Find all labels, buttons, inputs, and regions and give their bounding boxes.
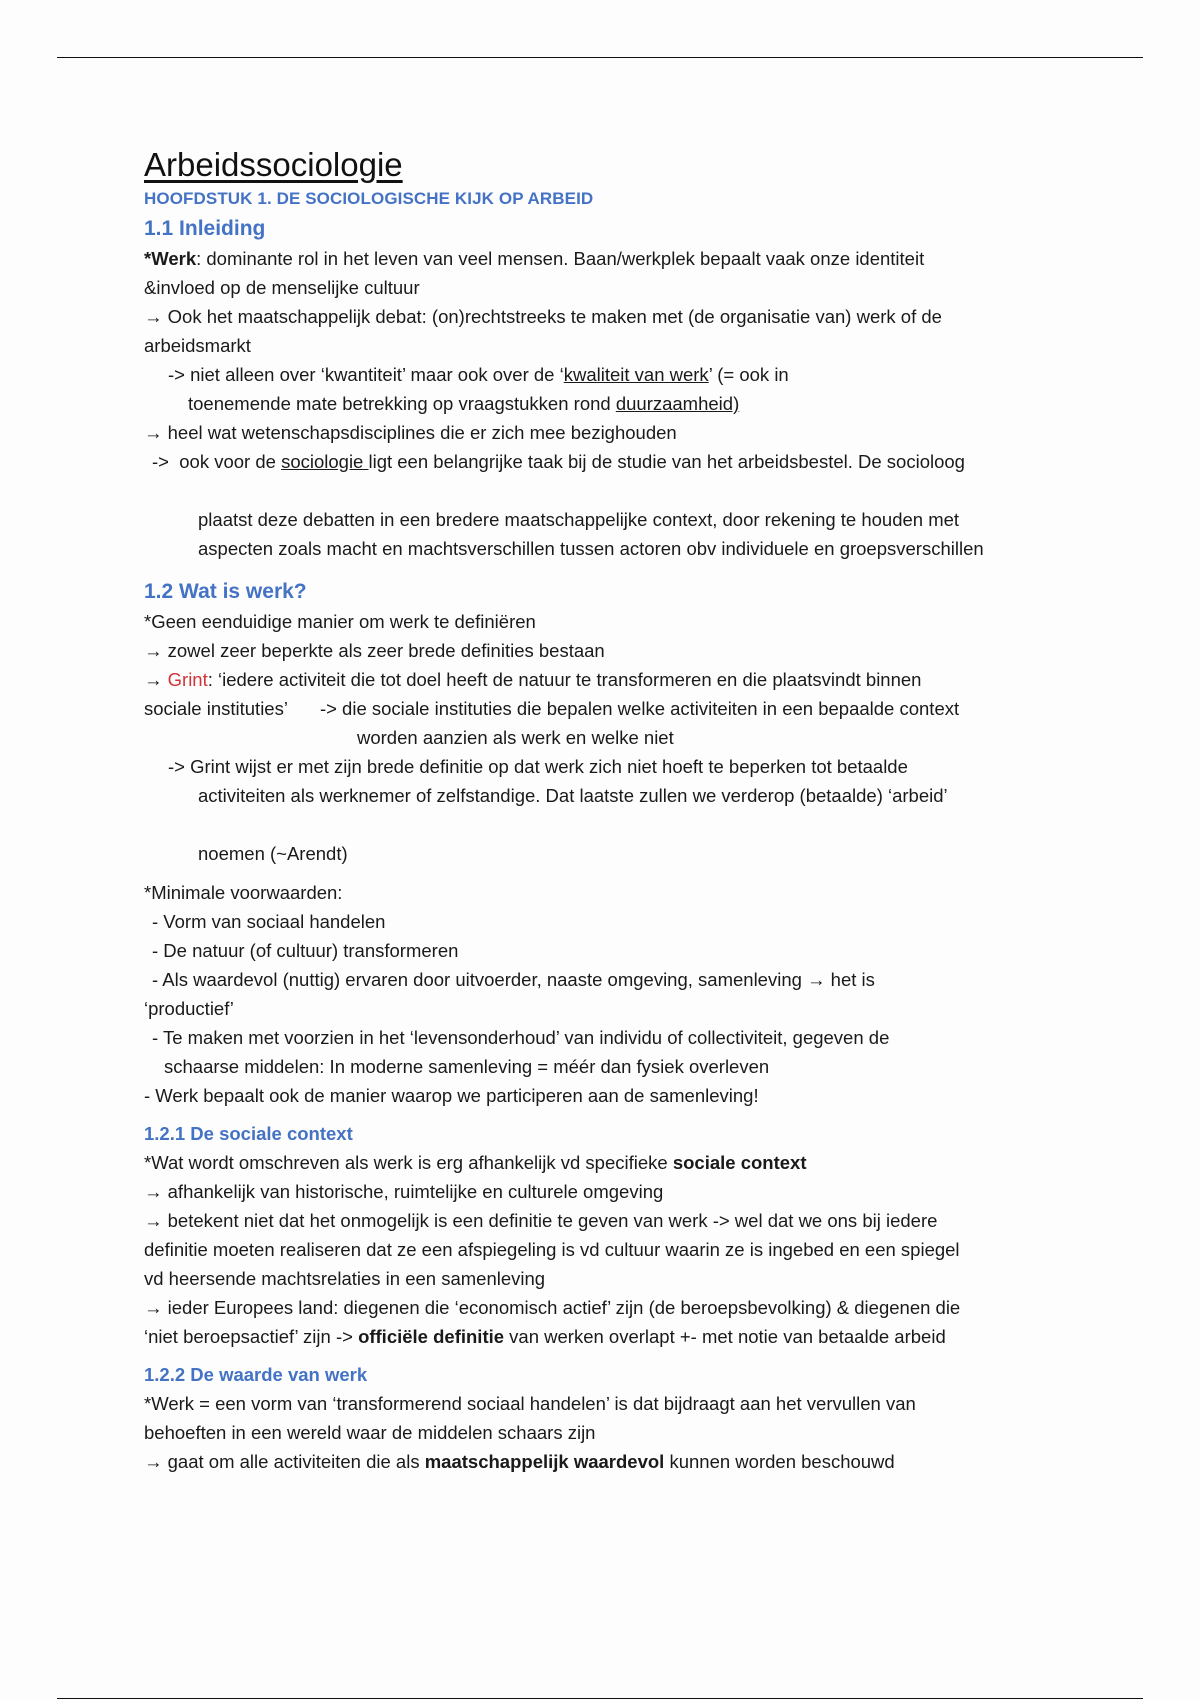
paragraph-line: arbeidsmarkt xyxy=(144,335,251,356)
underlined-text: kwaliteit van werk xyxy=(563,364,709,385)
bold-text: *Werk xyxy=(144,248,197,269)
section-heading-1-2-1: 1.2.1 De sociale context xyxy=(144,1123,353,1144)
text: van werken overlapt +- met notie van betaalde arbeid xyxy=(504,1326,946,1347)
text: sociale instituties’ xyxy=(144,698,288,719)
paragraph-line: -> Grint wijst er met zijn brede definitie op dat werk zich niet hoeft te beperken tot betaalde xyxy=(168,756,908,777)
paragraph-line: *Werk = een vorm van ‘transformerend sociaal handelen’ is dat bijdraagt aan het vervullen van xyxy=(144,1393,916,1414)
header-rule xyxy=(57,57,1143,58)
text: : dominante rol in het leven van veel mensen. Baan/werkplek bepaalt vaak onze identiteit xyxy=(196,248,925,269)
paragraph-line xyxy=(144,1148,1064,1177)
paragraph-line: *Minimale voorwaarden: xyxy=(144,882,343,903)
chapter-heading: HOOFDSTUK 1. DE SOCIOLOGISCHE KIJK OP ARBEID xyxy=(144,189,594,208)
list-item: - Vorm van sociaal handelen xyxy=(152,911,386,932)
document-title: Arbeidssociologie xyxy=(144,146,403,183)
text: -> niet alleen over ‘kwantiteit’ maar ook over de ‘ xyxy=(168,364,564,385)
text: ‘niet beroepsactief’ zijn -> xyxy=(144,1326,359,1347)
list-item: - Te maken met voorzien in het ‘levensonderhoud’ van individu of collectiviteit, gegeven de xyxy=(152,1027,890,1048)
paragraph-line xyxy=(144,665,1064,694)
list-item: - Als waardevol (nuttig) ervaren door uitvoerder, naaste omgeving, samenleving → het is xyxy=(152,969,875,990)
paragraph-line xyxy=(144,1447,1064,1476)
underlined-text: duurzaamheid) xyxy=(615,393,740,414)
paragraph-line: worden aanzien als werk en welke niet xyxy=(357,727,674,748)
paragraph-line: activiteiten als werknemer of zelfstandige. Dat laatste zullen we verderop (betaalde) ‘arbeid’ xyxy=(198,785,948,806)
text: toenemende mate betrekking op vraagstukken rond xyxy=(188,393,616,414)
bold-text: officiële definitie xyxy=(358,1326,505,1347)
section-heading-1-2-2: 1.2.2 De waarde van werk xyxy=(144,1364,368,1385)
text: *Wat wordt omschreven als werk is erg afhankelijk vd specifieke xyxy=(144,1152,673,1173)
paragraph-line xyxy=(144,244,1064,273)
paragraph-line: ‘productief’ xyxy=(144,998,234,1019)
text: -> ook voor de xyxy=(152,451,282,472)
paragraph-line: → heel wat wetenschapsdisciplines die er zich mee bezighouden xyxy=(144,422,677,443)
text: kunnen worden beschouwd xyxy=(664,1451,895,1472)
paragraph-line: noemen (~Arendt) xyxy=(198,843,348,864)
paragraph-line: → afhankelijk van historische, ruimtelijke en culturele omgeving xyxy=(144,1181,664,1202)
section-heading-1-2: 1.2 Wat is werk? xyxy=(144,580,307,603)
paragraph-line xyxy=(144,694,1064,723)
underlined-text: sociologie xyxy=(281,451,369,472)
paragraph-line: → betekent niet dat het onmogelijk is een definitie te geven van werk -> wel dat we ons bij iedere xyxy=(144,1210,938,1231)
bold-text: sociale context xyxy=(672,1152,807,1173)
paragraph-line: aspecten zoals macht en machtsverschillen tussen actoren obv individuele en groepsverschillen xyxy=(198,538,984,559)
section-heading-1-1: 1.1 Inleiding xyxy=(144,217,266,240)
text: -> die sociale instituties die bepalen welke activiteiten in een bepaalde context xyxy=(319,698,960,719)
paragraph-line xyxy=(144,447,1064,476)
paragraph-line: behoeften in een wereld waar de middelen schaars zijn xyxy=(144,1422,596,1443)
paragraph-line: schaarse middelen: In moderne samenleving = méér dan fysiek overleven xyxy=(164,1056,770,1077)
paragraph-line: &invloed op de menselijke cultuur xyxy=(144,277,420,298)
text: → xyxy=(144,669,168,690)
text: : ‘iedere activiteit die tot doel heeft de natuur te transformeren en die plaatsvindt binnen xyxy=(207,669,922,690)
text: ligt een belangrijke taak bij de studie van het arbeidsbestel. De socioloog xyxy=(368,451,965,472)
paragraph-line: → ieder Europees land: diegenen die ‘economisch actief’ zijn (de beroepsbevolking) & diegenen die xyxy=(144,1297,961,1318)
text: → gaat om alle activiteiten die als xyxy=(144,1451,425,1472)
paragraph-line: *Geen eenduidige manier om werk te definiëren xyxy=(144,611,536,632)
paragraph-line xyxy=(144,360,1064,389)
paragraph-line: → Ook het maatschappelijk debat: (on)rechtstreeks te maken met (de organisatie van) werk of de xyxy=(144,306,942,327)
paragraph-line: vd heersende machtsrelaties in een samenleving xyxy=(144,1268,546,1289)
list-item: - De natuur (of cultuur) transformeren xyxy=(152,940,459,961)
paragraph-line: → zowel zeer beperkte als zeer brede definities bestaan xyxy=(144,640,605,661)
bold-text: maatschappelijk waardevol xyxy=(424,1451,665,1472)
highlighted-name: Grint xyxy=(167,669,208,690)
paragraph-line xyxy=(144,389,1064,418)
paragraph-line xyxy=(144,1322,1064,1351)
document-body xyxy=(144,145,1064,1476)
paragraph-line: definitie moeten realiseren dat ze een afspiegeling is vd cultuur waarin ze is ingebed en een spiegel xyxy=(144,1239,960,1260)
list-item: - Werk bepaalt ook de manier waarop we participeren aan de samenleving! xyxy=(144,1085,759,1106)
footer-rule xyxy=(57,1698,1143,1699)
paragraph-line: plaatst deze debatten in een bredere maatschappelijke context, door rekening te houden met xyxy=(198,509,960,530)
text: ’ (= ook in xyxy=(708,364,789,385)
